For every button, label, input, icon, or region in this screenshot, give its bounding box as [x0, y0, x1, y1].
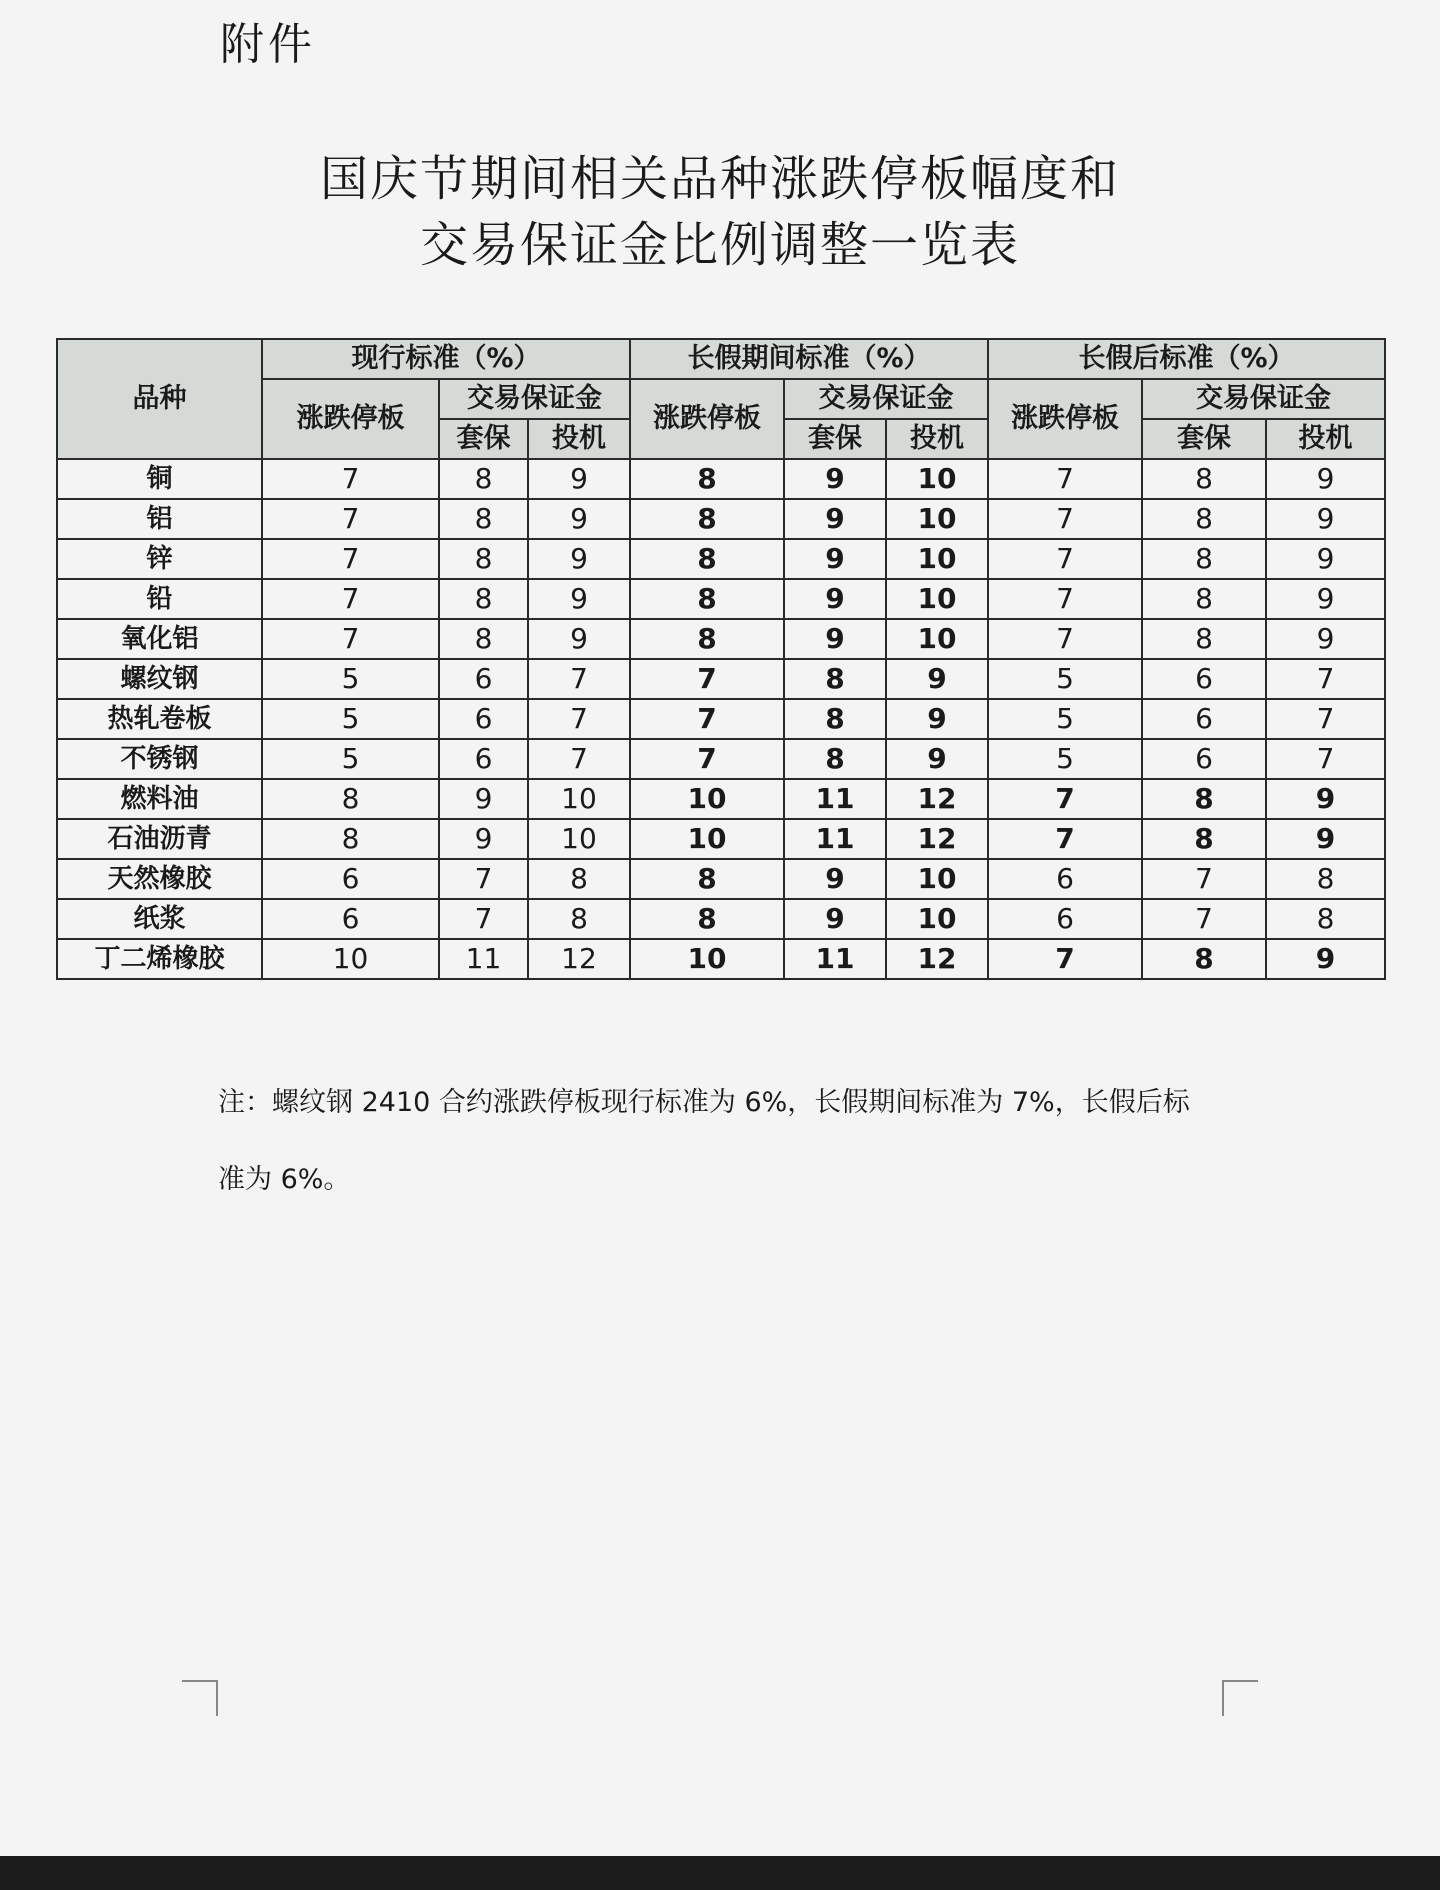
header-current-limit: 涨跌停板 [262, 379, 439, 459]
holiday-spec-cell: 10 [886, 619, 988, 659]
holiday-spec-cell: 10 [886, 579, 988, 619]
holiday-limit-cell: 8 [630, 619, 784, 659]
after-limit-cell: 7 [988, 459, 1142, 499]
after-spec-cell: 7 [1266, 739, 1385, 779]
variety-cell: 锌 [57, 539, 262, 579]
after-spec-cell: 9 [1266, 539, 1385, 579]
current-limit-cell: 7 [262, 539, 439, 579]
holiday-limit-cell: 10 [630, 779, 784, 819]
current-spec-cell: 10 [528, 819, 630, 859]
holiday-spec-cell: 10 [886, 899, 988, 939]
header-current-group: 现行标准（%） [262, 339, 630, 379]
table-row [57, 659, 1385, 699]
current-spec-cell: 7 [528, 739, 630, 779]
after-hedge-cell: 8 [1142, 779, 1266, 819]
table-row [57, 899, 1385, 939]
current-hedge-cell: 7 [439, 859, 528, 899]
holiday-hedge-cell: 8 [784, 699, 886, 739]
holiday-hedge-cell: 11 [784, 779, 886, 819]
after-spec-cell: 9 [1266, 819, 1385, 859]
header-current-spec: 投机 [528, 419, 630, 459]
current-hedge-cell: 9 [439, 819, 528, 859]
current-hedge-cell: 11 [439, 939, 528, 979]
current-spec-cell: 10 [528, 779, 630, 819]
holiday-hedge-cell: 9 [784, 539, 886, 579]
after-limit-cell: 6 [988, 899, 1142, 939]
after-limit-cell: 6 [988, 859, 1142, 899]
attachment-label: 附件 [220, 19, 316, 70]
holiday-spec-cell: 12 [886, 779, 988, 819]
holiday-limit-cell: 8 [630, 899, 784, 939]
after-spec-cell: 9 [1266, 939, 1385, 979]
table-row [57, 459, 1385, 499]
after-hedge-cell: 7 [1142, 899, 1266, 939]
header-after-margin: 交易保证金 [1142, 379, 1385, 419]
table-row [57, 539, 1385, 579]
holiday-hedge-cell: 9 [784, 499, 886, 539]
after-limit-cell: 7 [988, 939, 1142, 979]
header-after-spec: 投机 [1266, 419, 1385, 459]
current-hedge-cell: 8 [439, 539, 528, 579]
current-hedge-cell: 6 [439, 699, 528, 739]
holiday-spec-cell: 9 [886, 739, 988, 779]
table-row [57, 739, 1385, 779]
header-holiday-hedge: 套保 [784, 419, 886, 459]
bottom-bar [0, 1856, 1440, 1890]
header-after-hedge: 套保 [1142, 419, 1266, 459]
current-spec-cell: 8 [528, 859, 630, 899]
holiday-limit-cell: 10 [630, 819, 784, 859]
holiday-spec-cell: 10 [886, 499, 988, 539]
current-spec-cell: 8 [528, 899, 630, 939]
current-limit-cell: 8 [262, 819, 439, 859]
holiday-hedge-cell: 9 [784, 859, 886, 899]
holiday-hedge-cell: 9 [784, 579, 886, 619]
current-hedge-cell: 6 [439, 739, 528, 779]
current-limit-cell: 5 [262, 739, 439, 779]
after-limit-cell: 7 [988, 499, 1142, 539]
current-spec-cell: 9 [528, 499, 630, 539]
holiday-spec-cell: 9 [886, 699, 988, 739]
table-row [57, 779, 1385, 819]
after-hedge-cell: 8 [1142, 539, 1266, 579]
holiday-limit-cell: 8 [630, 539, 784, 579]
holiday-limit-cell: 7 [630, 739, 784, 779]
current-hedge-cell: 8 [439, 579, 528, 619]
holiday-spec-cell: 9 [886, 659, 988, 699]
variety-cell: 不锈钢 [57, 739, 262, 779]
current-spec-cell: 9 [528, 619, 630, 659]
after-hedge-cell: 6 [1142, 699, 1266, 739]
current-limit-cell: 7 [262, 579, 439, 619]
holiday-limit-cell: 10 [630, 939, 784, 979]
header-current-hedge: 套保 [439, 419, 528, 459]
current-limit-cell: 7 [262, 619, 439, 659]
table-row [57, 859, 1385, 899]
variety-cell: 石油沥青 [57, 819, 262, 859]
note-line-2: 准为 6%。 [218, 1164, 351, 1195]
after-spec-cell: 9 [1266, 579, 1385, 619]
table-row [57, 819, 1385, 859]
current-limit-cell: 6 [262, 899, 439, 939]
table-row [57, 499, 1385, 539]
holiday-spec-cell: 10 [886, 859, 988, 899]
current-limit-cell: 6 [262, 859, 439, 899]
variety-cell: 丁二烯橡胶 [57, 939, 262, 979]
adjustment-table [56, 338, 1386, 980]
after-spec-cell: 9 [1266, 619, 1385, 659]
after-limit-cell: 7 [988, 779, 1142, 819]
current-hedge-cell: 6 [439, 659, 528, 699]
current-spec-cell: 7 [528, 699, 630, 739]
header-variety: 品种 [57, 339, 262, 459]
after-spec-cell: 7 [1266, 659, 1385, 699]
document-title-line-2: 交易保证金比例调整一览表 [419, 217, 1020, 273]
after-spec-cell: 7 [1266, 699, 1385, 739]
variety-cell: 铜 [57, 459, 262, 499]
variety-cell: 氧化铝 [57, 619, 262, 659]
after-hedge-cell: 8 [1142, 459, 1266, 499]
after-spec-cell: 8 [1266, 859, 1385, 899]
after-hedge-cell: 8 [1142, 939, 1266, 979]
after-hedge-cell: 8 [1142, 499, 1266, 539]
header-after-group: 长假后标准（%） [988, 339, 1385, 379]
current-hedge-cell: 7 [439, 899, 528, 939]
after-spec-cell: 9 [1266, 499, 1385, 539]
note-line-1: 注：螺纹钢 2410 合约涨跌停板现行标准为 6%，长假期间标准为 7%，长假后标 [218, 1087, 1190, 1118]
document-title-line-1: 国庆节期间相关品种涨跌停板幅度和 [319, 151, 1120, 207]
current-spec-cell: 9 [528, 579, 630, 619]
after-hedge-cell: 8 [1142, 619, 1266, 659]
header-holiday-spec: 投机 [886, 419, 988, 459]
header-holiday-group: 长假期间标准（%） [630, 339, 988, 379]
variety-cell: 螺纹钢 [57, 659, 262, 699]
holiday-spec-cell: 12 [886, 939, 988, 979]
after-spec-cell: 8 [1266, 899, 1385, 939]
current-hedge-cell: 8 [439, 499, 528, 539]
after-hedge-cell: 6 [1142, 659, 1266, 699]
holiday-hedge-cell: 9 [784, 459, 886, 499]
page-corner-mark-left [182, 1680, 218, 1716]
after-limit-cell: 7 [988, 579, 1142, 619]
table-row [57, 699, 1385, 739]
variety-cell: 热轧卷板 [57, 699, 262, 739]
current-spec-cell: 9 [528, 459, 630, 499]
current-hedge-cell: 8 [439, 459, 528, 499]
current-limit-cell: 10 [262, 939, 439, 979]
holiday-spec-cell: 12 [886, 819, 988, 859]
page-corner-mark-right [1222, 1680, 1258, 1716]
current-spec-cell: 7 [528, 659, 630, 699]
after-limit-cell: 7 [988, 539, 1142, 579]
holiday-hedge-cell: 11 [784, 819, 886, 859]
holiday-limit-cell: 8 [630, 579, 784, 619]
current-limit-cell: 5 [262, 699, 439, 739]
holiday-limit-cell: 8 [630, 459, 784, 499]
variety-cell: 燃料油 [57, 779, 262, 819]
after-limit-cell: 5 [988, 739, 1142, 779]
variety-cell: 天然橡胶 [57, 859, 262, 899]
holiday-hedge-cell: 9 [784, 899, 886, 939]
current-limit-cell: 5 [262, 659, 439, 699]
current-spec-cell: 12 [528, 939, 630, 979]
current-hedge-cell: 8 [439, 619, 528, 659]
table-row [57, 619, 1385, 659]
holiday-limit-cell: 8 [630, 499, 784, 539]
holiday-limit-cell: 7 [630, 699, 784, 739]
current-limit-cell: 7 [262, 499, 439, 539]
after-spec-cell: 9 [1266, 459, 1385, 499]
variety-cell: 纸浆 [57, 899, 262, 939]
current-spec-cell: 9 [528, 539, 630, 579]
holiday-limit-cell: 7 [630, 659, 784, 699]
after-hedge-cell: 8 [1142, 579, 1266, 619]
after-hedge-cell: 8 [1142, 819, 1266, 859]
after-limit-cell: 7 [988, 819, 1142, 859]
holiday-hedge-cell: 11 [784, 939, 886, 979]
table-body [57, 459, 1385, 979]
variety-cell: 铅 [57, 579, 262, 619]
header-current-margin: 交易保证金 [439, 379, 630, 419]
variety-cell: 铝 [57, 499, 262, 539]
holiday-hedge-cell: 9 [784, 619, 886, 659]
after-spec-cell: 9 [1266, 779, 1385, 819]
after-hedge-cell: 6 [1142, 739, 1266, 779]
header-holiday-limit: 涨跌停板 [630, 379, 784, 459]
holiday-spec-cell: 10 [886, 459, 988, 499]
table-row [57, 579, 1385, 619]
holiday-hedge-cell: 8 [784, 739, 886, 779]
after-limit-cell: 5 [988, 699, 1142, 739]
current-limit-cell: 8 [262, 779, 439, 819]
holiday-limit-cell: 8 [630, 859, 784, 899]
header-holiday-margin: 交易保证金 [784, 379, 988, 419]
table-row [57, 939, 1385, 979]
after-limit-cell: 5 [988, 659, 1142, 699]
header-after-limit: 涨跌停板 [988, 379, 1142, 459]
current-limit-cell: 7 [262, 459, 439, 499]
current-hedge-cell: 9 [439, 779, 528, 819]
holiday-hedge-cell: 8 [784, 659, 886, 699]
holiday-spec-cell: 10 [886, 539, 988, 579]
after-limit-cell: 7 [988, 619, 1142, 659]
after-hedge-cell: 7 [1142, 859, 1266, 899]
